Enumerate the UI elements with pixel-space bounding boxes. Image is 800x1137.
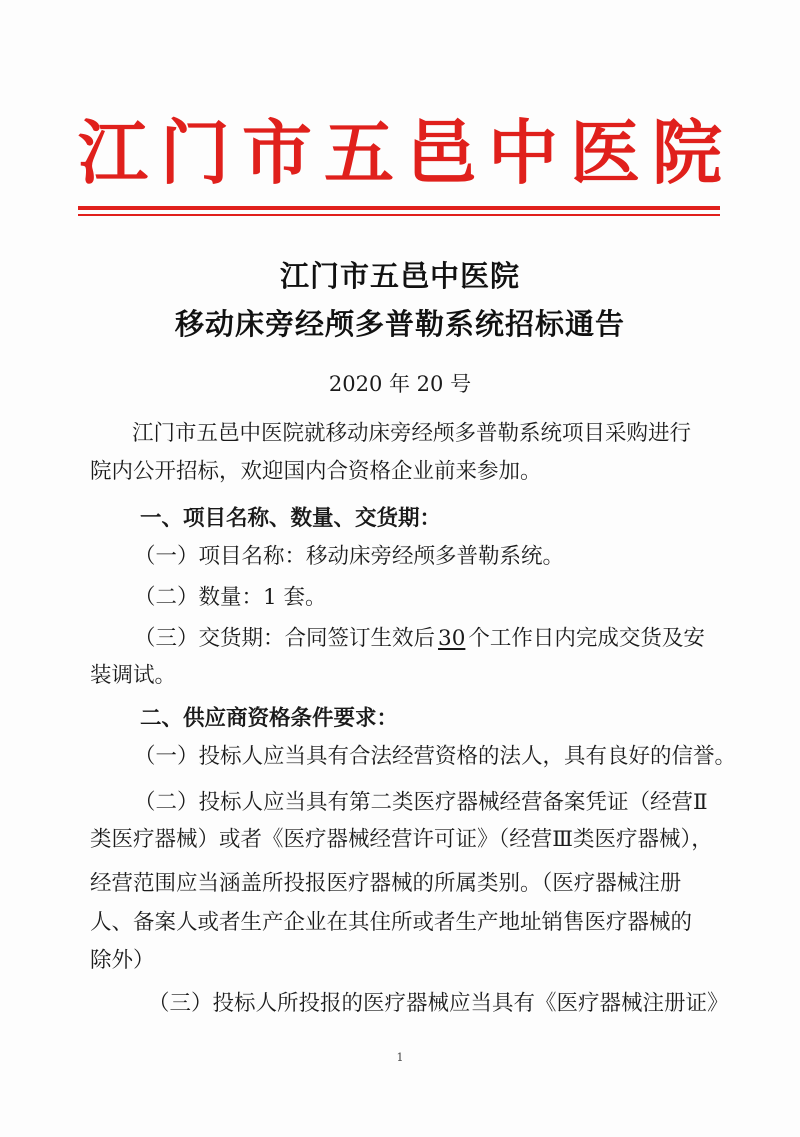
letterhead-char: 门: [160, 111, 230, 194]
section2-item3: （三）投标人所投报的医疗器械应当具有《医疗器械注册证》: [148, 991, 729, 1016]
letterhead-rule-thin: [78, 214, 720, 216]
page-number: 1: [396, 1051, 404, 1064]
letterhead-char: 市: [242, 111, 312, 194]
letterhead-char: 院: [652, 111, 722, 194]
letterhead-rule-thick: [78, 206, 720, 210]
letterhead-char: 邑: [406, 111, 476, 194]
section1-item3: [134, 628, 705, 650]
letterhead-char: 五: [324, 111, 394, 194]
notice-title-line1: 江门市五邑中医院: [279, 259, 520, 293]
section2-heading: 二、供应商资格条件要求：: [140, 706, 399, 731]
section1-item1: （一）项目名称：移动床旁经颅多普勒系统。: [134, 544, 565, 569]
section2-item2-line3: 经营范围应当涵盖所投报医疗器械的所属类别。（医疗器械注册: [90, 871, 682, 896]
section1-heading: 一、项目名称、数量、交货期：: [140, 506, 442, 531]
section2-item2-line5: 除外）: [90, 948, 155, 973]
notice-title-line2: 移动床旁经颅多普勒系统招标通告: [174, 307, 625, 341]
section2-item1: （一）投标人应当具有合法经营资格的法人，具有良好的信誉。: [134, 744, 737, 769]
letterhead-hospital-name: [78, 108, 722, 198]
letterhead-char: 中: [488, 111, 558, 194]
delivery-days-value: 30: [438, 626, 466, 651]
section1-item3-line2: 装调试。: [90, 663, 177, 688]
intro-line-1: 江门市五邑中医院就移动床旁经颅多普勒系统项目采购进行: [132, 421, 692, 446]
section2-item2-line2: 类医疗器械）或者《医疗器械经营许可证》（经营Ⅲ类医疗器械），: [90, 827, 713, 852]
letterhead-char: 医: [570, 111, 640, 194]
letterhead-char: 江: [78, 111, 148, 194]
section2-item2-line1: （二）投标人应当具有第二类医疗器械经营备案凭证（经营Ⅱ: [134, 790, 708, 815]
section1-item3-text: （三）交货期：合同签订生效后: [134, 626, 436, 651]
section1-item2: （二）数量：1 套。: [134, 585, 327, 610]
section1-item3-text-cont: 个工作日内完成交货及安: [468, 626, 705, 651]
intro-line-2: 院内公开招标，欢迎国内合资格企业前来参加。: [90, 459, 542, 484]
document-number: 2020 年 20 号: [328, 372, 472, 396]
section2-item2-line4: 人、备案人或者生产企业在其住所或者生产地址销售医疗器械的: [90, 910, 693, 935]
